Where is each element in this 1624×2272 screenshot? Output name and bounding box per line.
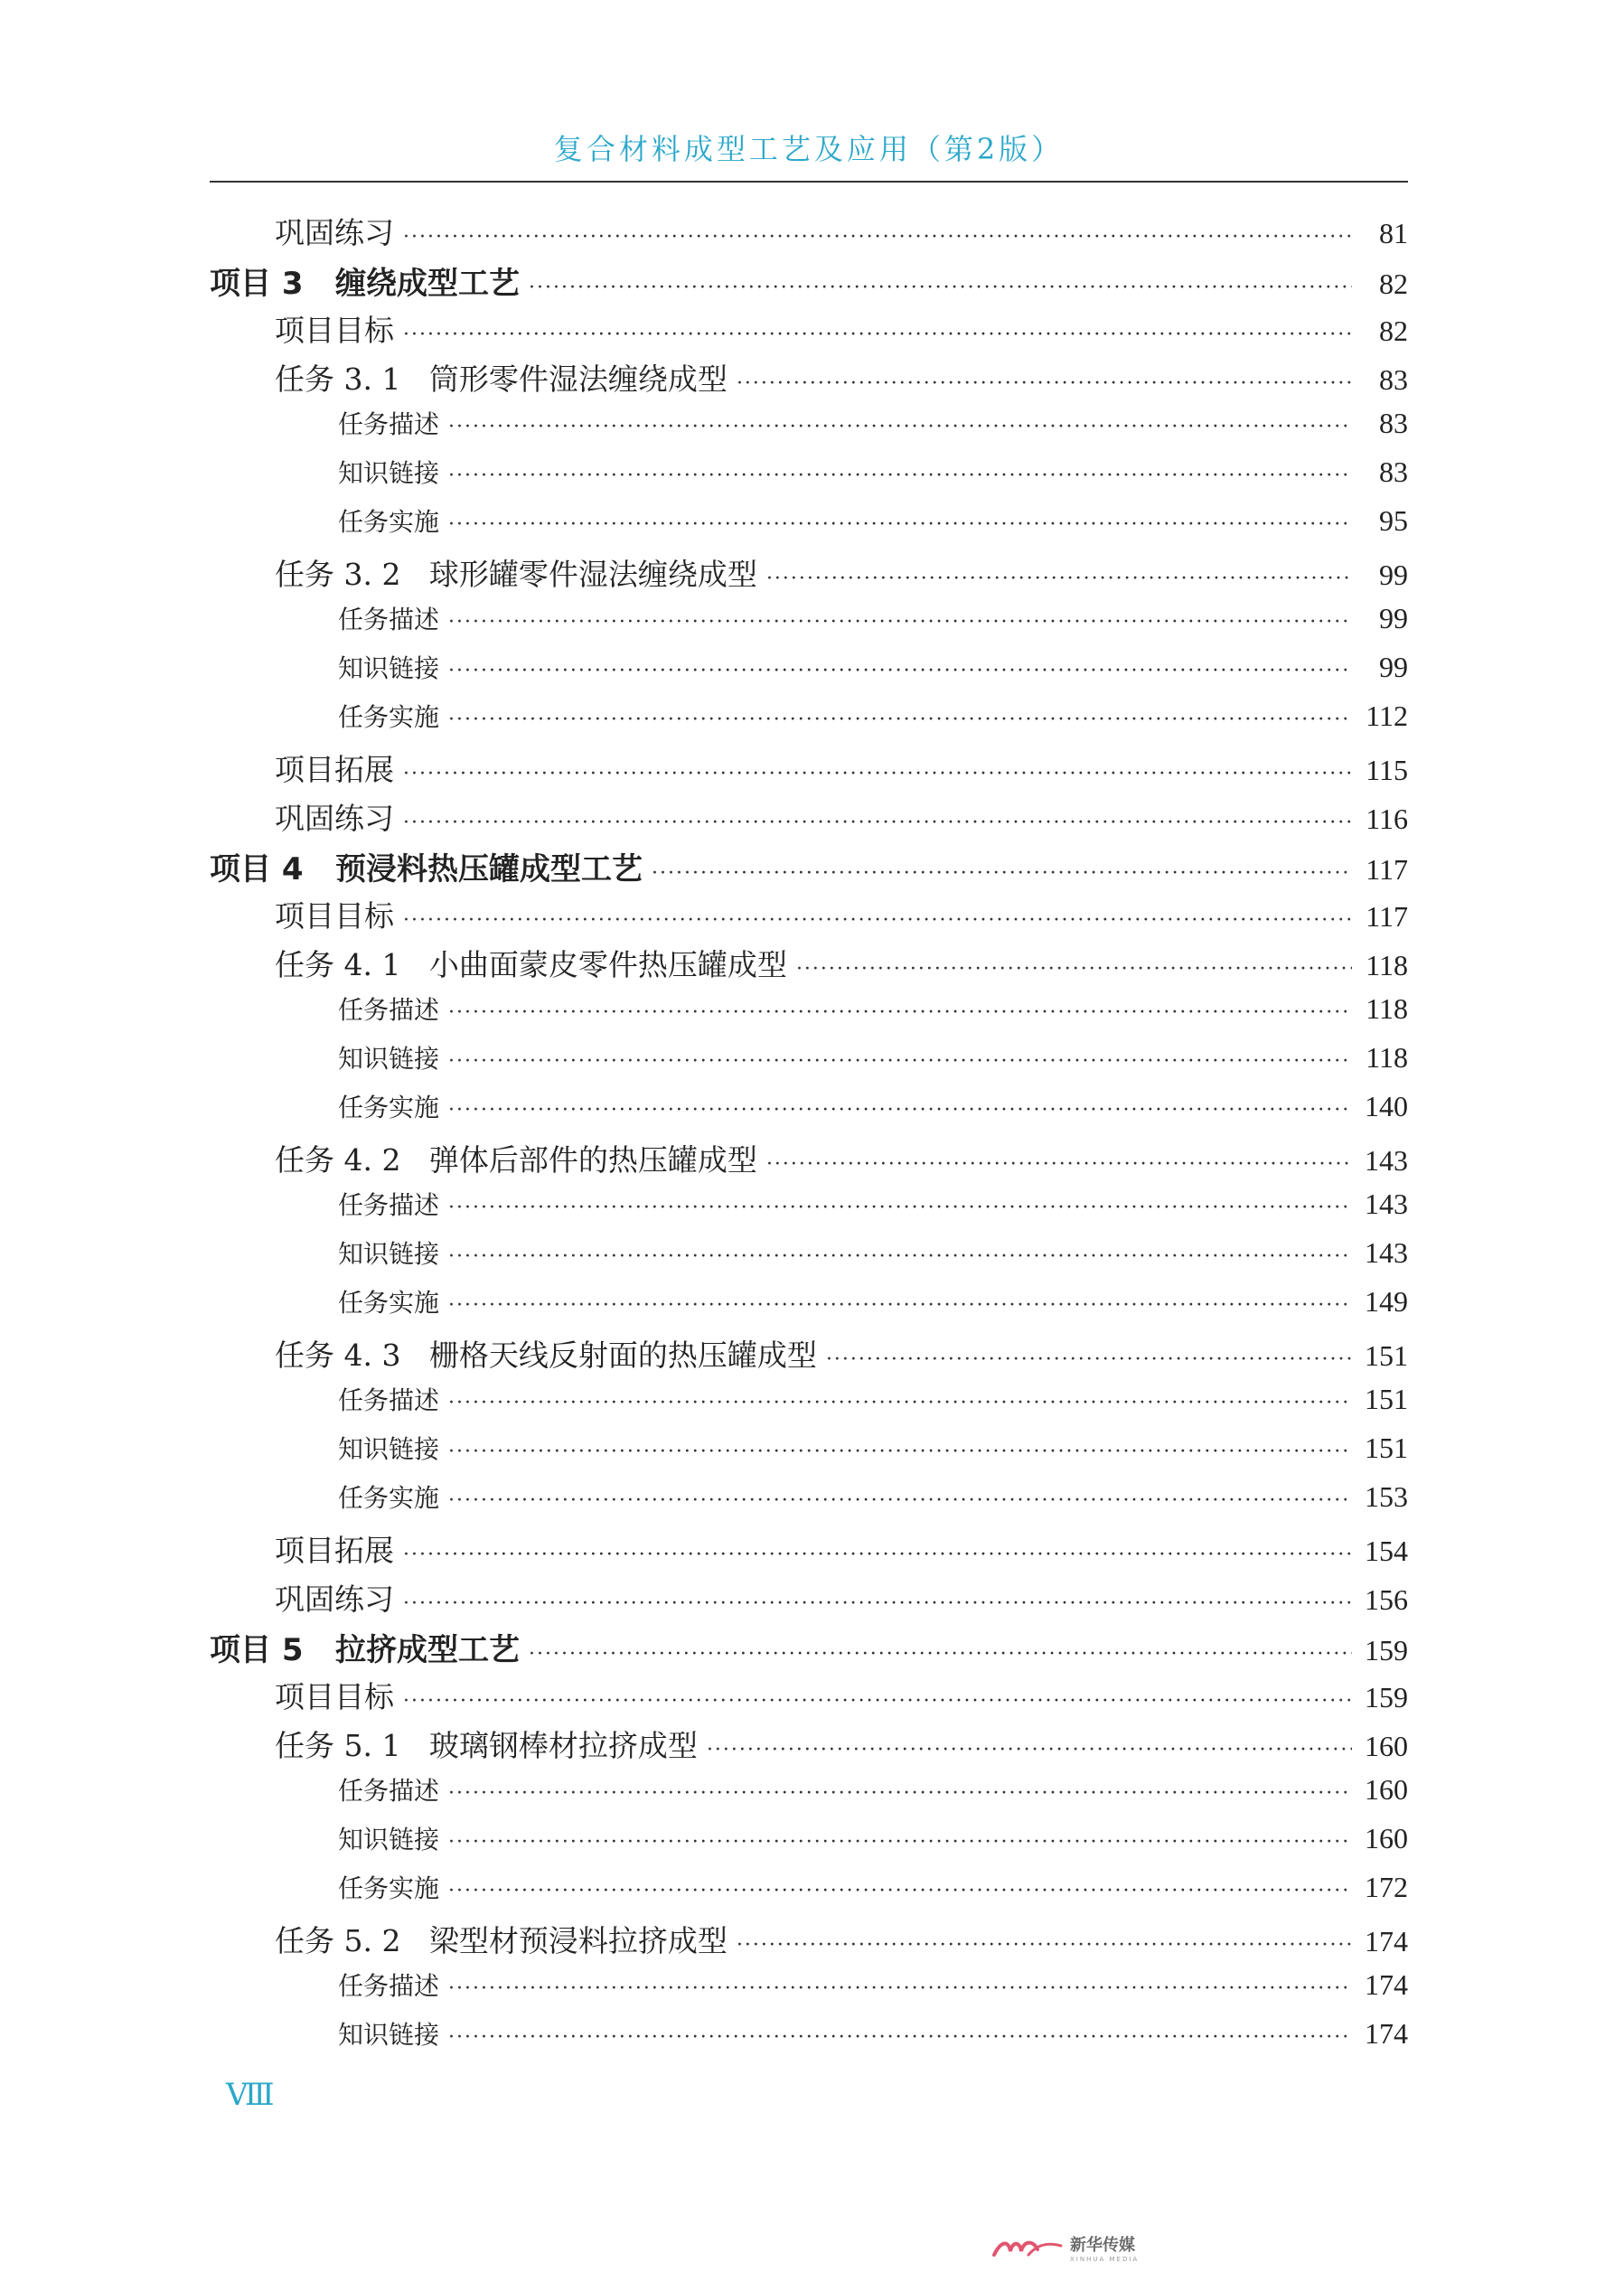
toc-entry: [210, 649, 1408, 698]
toc-dot-leader: [448, 1489, 1352, 1512]
toc-entry: [210, 1137, 1408, 1186]
toc-dot-leader: [737, 1934, 1352, 1957]
toc-entry: [210, 600, 1408, 649]
toc-dot-leader: [448, 1099, 1352, 1122]
toc-page-number: 160: [1365, 1730, 1408, 1762]
toc-dot-leader: [448, 1197, 1352, 1219]
toc-page-number: 151: [1365, 1339, 1408, 1372]
toc-dot-leader: [796, 958, 1352, 981]
toc-entry: [210, 1381, 1408, 1430]
toc-dot-leader: [737, 372, 1352, 395]
toc-page-number: 160: [1365, 1822, 1408, 1854]
toc-page-number: 99: [1379, 651, 1408, 683]
toc-entry: [210, 1088, 1408, 1137]
toc-entry-title: 任务 4. 1 小曲面蒙皮零件热压罐成型: [275, 947, 787, 982]
toc-page-number: 81: [1379, 217, 1408, 249]
toc-entry-title: 项目目标: [275, 898, 394, 934]
toc-page-number: 83: [1379, 363, 1408, 396]
toc-entry: [210, 502, 1408, 551]
toc-dot-leader: [448, 416, 1352, 438]
toc-entry-title: 项目 4 预浸料热压罐成型工艺: [210, 851, 643, 887]
toc-page-number: 154: [1365, 1535, 1408, 1567]
toc-dot-leader: [448, 1392, 1352, 1414]
toc-page-number: 159: [1365, 1634, 1408, 1666]
toc-entry-title: 知识链接: [338, 1044, 440, 1074]
toc-dot-leader: [826, 1348, 1352, 1371]
toc-entry-title: 任务描述: [338, 605, 440, 634]
toc-entry: [210, 1723, 1408, 1771]
toc-entry: [210, 1235, 1408, 1283]
toc-entry-title: 巩固练习: [275, 801, 394, 836]
toc-dot-leader: [403, 226, 1352, 249]
toc-page-number: 143: [1365, 1144, 1408, 1177]
toc-entry-title: 任务 3. 1 筒形零件湿法缠绕成型: [275, 361, 728, 397]
publisher-english-name: XINHUA MEDIA: [1070, 2256, 1140, 2263]
toc-entry-title: 项目 3 缠绕成型工艺: [210, 266, 521, 302]
toc-page-number: 159: [1365, 1681, 1408, 1713]
toc-entry: [210, 1967, 1408, 2015]
toc-dot-leader: [448, 709, 1352, 731]
toc-entry: [210, 893, 1408, 942]
toc-page-number: 83: [1379, 407, 1408, 439]
toc-page-number: 151: [1365, 1383, 1408, 1415]
toc-entry-title: 巩固练习: [275, 1582, 394, 1617]
toc-entry-title: 项目 5 拉挤成型工艺: [210, 1632, 521, 1668]
toc-entry: [210, 405, 1408, 454]
toc-dot-leader: [448, 1245, 1352, 1268]
toc-entry: [210, 1479, 1408, 1527]
toc-page-number: 140: [1365, 1090, 1408, 1122]
toc-page-number: 82: [1379, 315, 1408, 347]
toc-entry-title: 任务描述: [338, 1385, 440, 1415]
toc-entry-title: 任务实施: [338, 507, 440, 537]
toc-dot-leader: [766, 1153, 1352, 1176]
toc-page-number: 174: [1365, 1925, 1408, 1957]
toc-entry: [210, 1039, 1408, 1088]
toc-dot-leader: [448, 513, 1352, 536]
toc-entry: [210, 1918, 1408, 1967]
toc-entry-title: 项目目标: [275, 1679, 394, 1714]
toc-page-number: 118: [1366, 992, 1408, 1025]
toc-entry: [210, 746, 1408, 795]
toc-page-number: 174: [1365, 2017, 1408, 2050]
toc-entry: [210, 454, 1408, 502]
toc-page-number: 143: [1365, 1188, 1408, 1220]
toc-entry: [210, 1283, 1408, 1332]
toc-entry-title: 知识链接: [338, 1239, 440, 1269]
toc-page-number: 117: [1366, 853, 1408, 886]
toc-entry-title: 任务描述: [338, 1971, 440, 2001]
toc-dot-leader: [448, 2026, 1352, 2049]
toc-entry-title: 任务实施: [338, 1483, 440, 1513]
toc-dot-leader: [448, 1050, 1352, 1073]
toc-dot-leader: [529, 277, 1352, 299]
toc-entry-title: 任务描述: [338, 1776, 440, 1806]
toc-dot-leader: [448, 1831, 1352, 1854]
toc-dot-leader: [448, 1782, 1352, 1805]
toc-entry: [210, 990, 1408, 1039]
toc-page-number: 116: [1366, 803, 1408, 835]
toc-dot-leader: [403, 1690, 1352, 1713]
toc-entry-title: 任务 5. 2 梁型材预浸料拉挤成型: [275, 1923, 728, 1958]
toc-entry: [210, 1186, 1408, 1235]
toc-entry-title: 任务实施: [338, 1873, 440, 1903]
toc-entry-title: 项目拓展: [275, 752, 394, 787]
table-of-contents: [210, 210, 1408, 2064]
toc-dot-leader: [766, 568, 1352, 590]
toc-page-number: 156: [1365, 1583, 1408, 1616]
toc-entry: [210, 1430, 1408, 1479]
toc-page-number: 151: [1365, 1432, 1408, 1464]
toc-entry-title: 知识链接: [338, 1825, 440, 1854]
toc-entry-title: 任务实施: [338, 1288, 440, 1318]
toc-entry-title: 知识链接: [338, 458, 440, 488]
toc-dot-leader: [403, 763, 1352, 785]
toc-entry: [210, 1674, 1408, 1723]
toc-entry: [210, 551, 1408, 600]
toc-entry-title: 知识链接: [338, 653, 440, 683]
toc-entry-title: 任务描述: [338, 409, 440, 439]
toc-dot-leader: [448, 1294, 1352, 1317]
toc-dot-leader: [448, 1880, 1352, 1902]
toc-page-number: 172: [1365, 1871, 1408, 1903]
toc-entry-title: 任务描述: [338, 995, 440, 1025]
toc-page-number: 160: [1365, 1773, 1408, 1806]
toc-page-number: 115: [1366, 754, 1408, 786]
toc-entry-title: 任务 4. 3 栅格天线反射面的热压罐成型: [275, 1338, 817, 1373]
toc-page-number: 149: [1365, 1285, 1408, 1318]
toc-entry: [210, 1820, 1408, 1869]
toc-entry-title: 巩固练习: [275, 215, 394, 250]
toc-dot-leader: [448, 1001, 1352, 1024]
toc-dot-leader: [403, 324, 1352, 346]
toc-page-number: 117: [1366, 900, 1408, 933]
toc-entry-title: 项目目标: [275, 313, 394, 348]
toc-entry-title: 任务 3. 2 球形罐零件湿法缠绕成型: [275, 557, 757, 592]
toc-entry-title: 任务描述: [338, 1190, 440, 1220]
toc-entry: [210, 698, 1408, 746]
toc-entry: [210, 1771, 1408, 1820]
toc-page-number: 99: [1379, 602, 1408, 634]
toc-entry: [210, 210, 1408, 258]
publisher-mark: [992, 2232, 1139, 2263]
toc-dot-leader: [403, 909, 1352, 932]
toc-page-number: 118: [1366, 949, 1408, 981]
toc-page-number: 153: [1365, 1480, 1408, 1513]
toc-dot-leader: [448, 660, 1352, 682]
toc-entry: [210, 307, 1408, 356]
toc-page-number: 83: [1379, 455, 1408, 488]
toc-entry: [210, 356, 1408, 405]
toc-entry: [210, 942, 1408, 990]
toc-dot-leader: [529, 1643, 1352, 1666]
toc-dot-leader: [707, 1739, 1352, 1761]
toc-dot-leader: [403, 812, 1352, 834]
toc-entry-title: 任务实施: [338, 702, 440, 732]
toc-dot-leader: [652, 862, 1352, 885]
toc-entry: [210, 1625, 1408, 1674]
toc-entry: [210, 1527, 1408, 1576]
toc-dot-leader: [448, 611, 1352, 634]
toc-entry: [210, 1332, 1408, 1381]
publisher-logo-icon: [992, 2235, 1063, 2260]
toc-page-number: 118: [1366, 1041, 1408, 1074]
toc-entry-title: 任务 4. 2 弹体后部件的热压罐成型: [275, 1142, 757, 1178]
toc-page-number: 99: [1379, 559, 1408, 591]
toc-entry: [210, 795, 1408, 844]
toc-entry: [210, 1576, 1408, 1625]
toc-dot-leader: [448, 1977, 1352, 2000]
running-header: 复合材料成型工艺及应用（第2版）: [553, 132, 1065, 166]
page-folio: Ⅷ: [226, 2079, 274, 2112]
toc-dot-leader: [403, 1544, 1352, 1566]
toc-page-number: 143: [1365, 1236, 1408, 1269]
publisher-name: 新华传媒: [1070, 2236, 1135, 2255]
toc-entry-title: 任务实施: [338, 1093, 440, 1122]
toc-entry-title: 任务 5. 1 玻璃钢棒材拉挤成型: [275, 1728, 698, 1763]
toc-entry-title: 知识链接: [338, 1434, 440, 1464]
toc-entry-title: 知识链接: [338, 2020, 440, 2050]
toc-page-number: 95: [1379, 504, 1408, 537]
toc-dot-leader: [448, 465, 1352, 487]
toc-page-number: 174: [1365, 1968, 1408, 2001]
toc-entry-title: 项目拓展: [275, 1533, 394, 1568]
toc-entry: [210, 1869, 1408, 1918]
toc-page-number: 112: [1366, 699, 1408, 732]
toc-entry: [210, 258, 1408, 307]
toc-entry: [210, 844, 1408, 893]
toc-entry: [210, 2015, 1408, 2064]
toc-dot-leader: [448, 1441, 1352, 1463]
header-rule: [210, 181, 1408, 183]
toc-dot-leader: [403, 1592, 1352, 1615]
toc-page-number: 82: [1379, 268, 1408, 300]
